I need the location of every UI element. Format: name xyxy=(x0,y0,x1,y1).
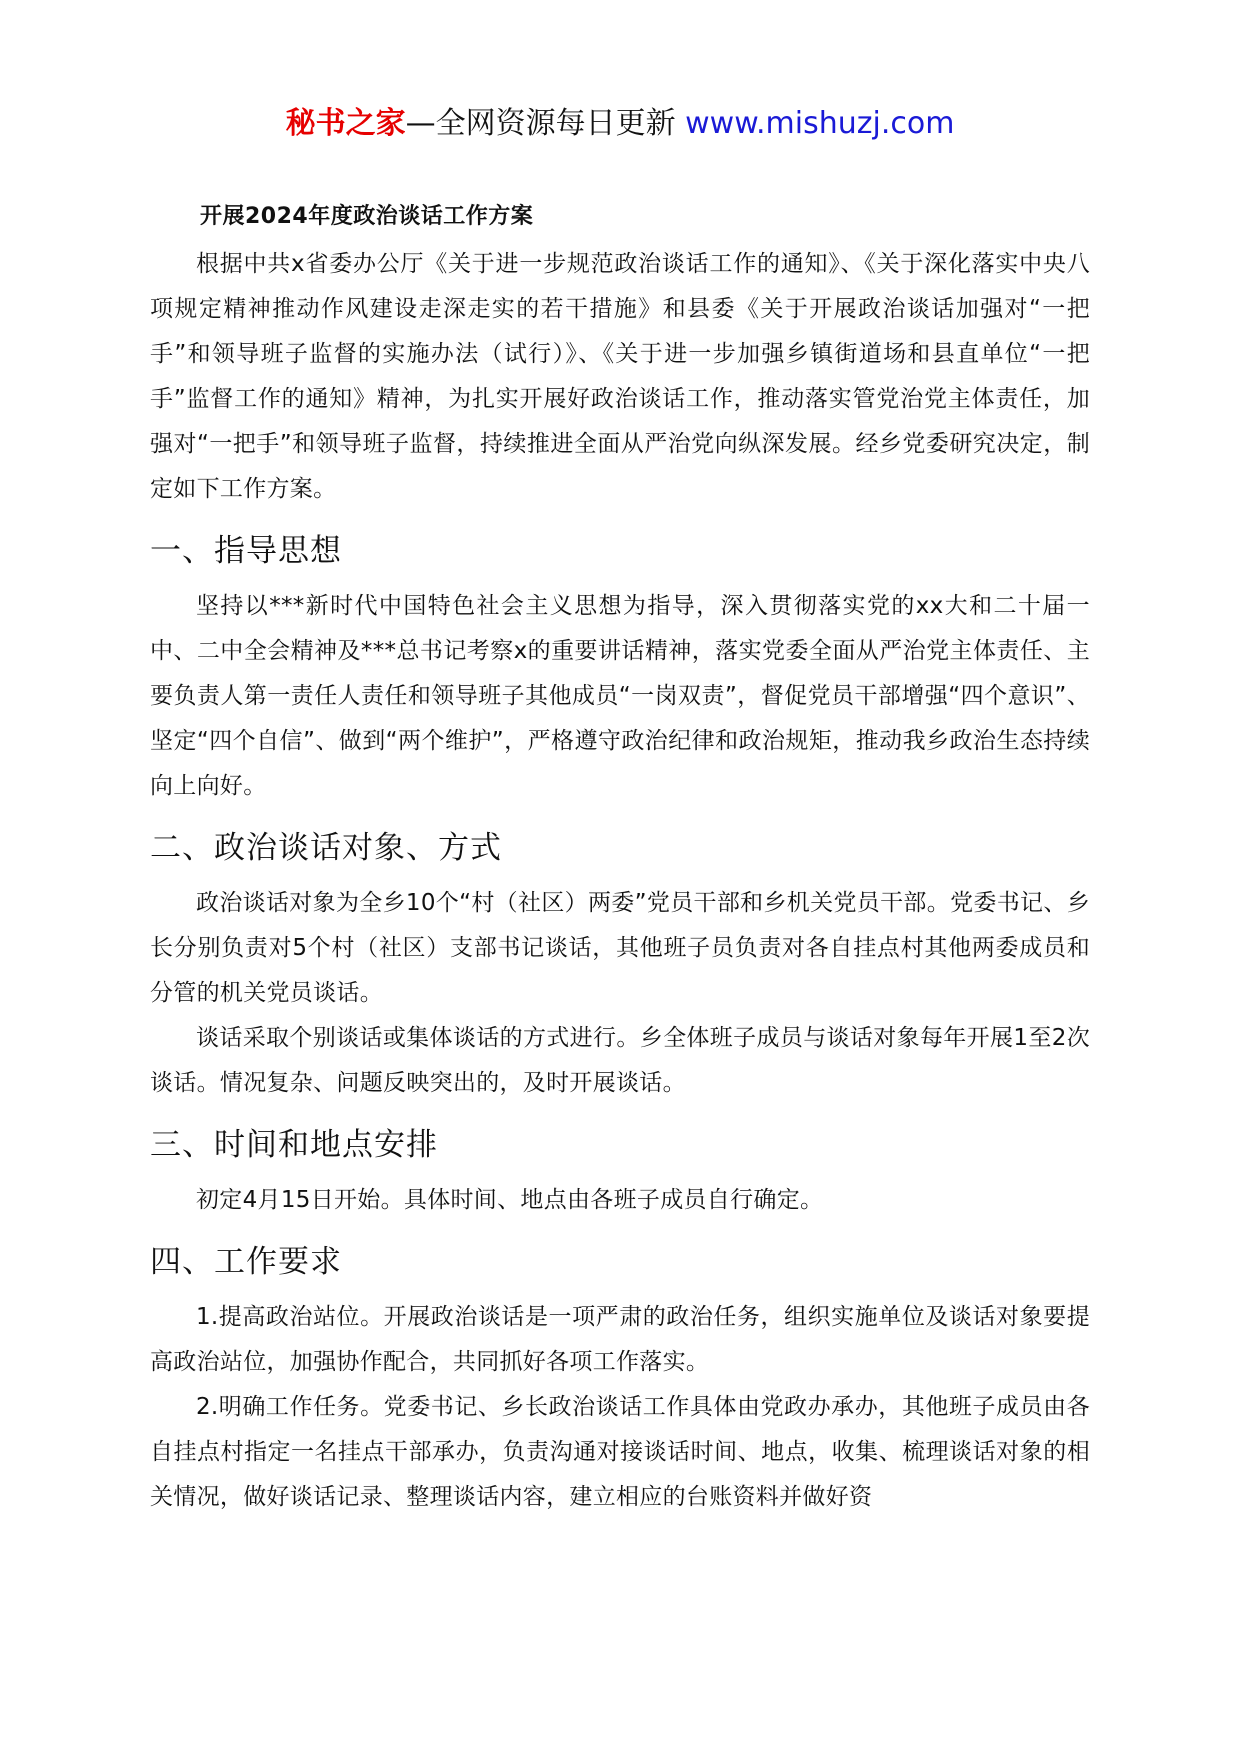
section-2-paragraph-2: 谈话采取个别谈话或集体谈话的方式进行。乡全体班子成员与谈话对象每年开展1至2次谈话。情况复杂、问题反映突出的，及时开展谈话。 xyxy=(150,1025,1090,1096)
section-4-paragraph-1: 1.提高政治站位。开展政治谈话是一项严肃的政治任务，组织实施单位及谈话对象要提高政治站位，加强协作配合，共同抓好各项工作落实。 xyxy=(150,1304,1090,1375)
site-url-link[interactable]: www.mishuzj.com xyxy=(685,106,955,141)
section-3-paragraph: 初定4月15日开始。具体时间、地点由各班子成员自行确定。 xyxy=(196,1187,824,1213)
section-heading-guiding-ideology: 一、指导思想 xyxy=(150,533,342,569)
brand-name: 秘书之家 xyxy=(285,106,406,141)
intro-paragraph: 根据中共x省委办公厅《关于进一步规范政治谈话工作的通知》、《关于深化落实中央八项规定精神推动作风建设走深走实的若干措施》和县委《关于开展政治谈话加强对“一把手”和领导班子监督的实施办法（试行）》、《关于进一步加强乡镇街道场和县直单位“一把手”监督工作的通知》精神，为扎实开展好政治谈话工作，推动落实管党治党主体责任，加强对“一把手”和领导班子监督，持续推进全面从严治党向纵深发展。经乡党委研究决定，制定如下工作方案。 xyxy=(150,251,1090,502)
section-4-paragraph-2: 2.明确工作任务。党委书记、乡长政治谈话工作具体由党政办承办，其他班子成员由各自挂点村指定一名挂点干部承办，负责沟通对接谈话时间、地点，收集、梳理谈话对象的相关情况，做好谈话记录、整理谈话内容，建立相应的台账资料并做好资 xyxy=(150,1394,1090,1510)
header-tagline: —全网资源每日更新 xyxy=(405,106,686,141)
section-1-paragraph: 坚持以***新时代中国特色社会主义思想为指导，深入贯彻落实党的xx大和二十届一中、二中全会精神及***总书记考察x的重要讲话精神，落实党委全面从严治党主体责任、主要负责人第一责任人责任和领导班子其他成员“一岗双责”，督促党员干部增强“四个意识”、坚定“四个自信”、做到“两个维护”，严格遵守政治纪律和政治规矩，推动我乡政治生态持续向上向好。 xyxy=(150,593,1090,799)
section-heading-time-place: 三、时间和地点安排 xyxy=(150,1127,438,1163)
site-header xyxy=(0,104,1240,144)
section-2-paragraph-1: 政治谈话对象为全乡10个“村（社区）两委”党员干部和乡机关党员干部。党委书记、乡长分别负责对5个村（社区）支部书记谈话，其他班子员负责对各自挂点村其他两委成员和分管的机关党员谈话。 xyxy=(150,890,1090,1006)
section-heading-work-requirements: 四、工作要求 xyxy=(150,1244,342,1280)
document-body xyxy=(150,196,1090,1520)
document-title: 开展2024年度政治谈话工作方案 xyxy=(200,204,534,229)
section-heading-targets-methods: 二、政治谈话对象、方式 xyxy=(150,830,502,866)
